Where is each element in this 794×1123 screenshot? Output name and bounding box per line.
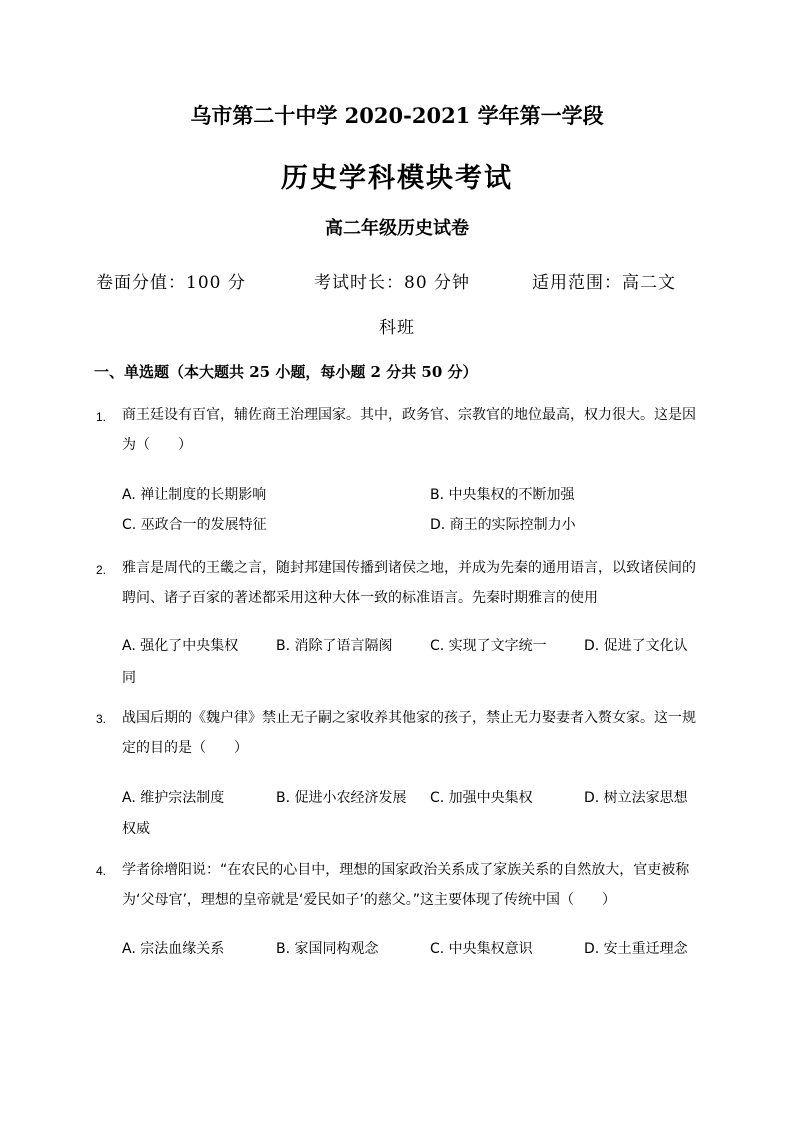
question-stem-line: 雅言是周代的王畿之言，随封邦建国传播到诸侯之地，并成为先秦的通用语言，以致诸侯间的 <box>122 560 696 576</box>
section-heading: 一、单选题（本大题共 25 小题，每小题 2 分共 50 分） <box>94 363 478 381</box>
option-d[interactable]: D. 商王的实际控制力小 <box>430 517 576 533</box>
question-stem-line: 聘问、诸子百家的著述都采用这种大体一致的标准语言。先秦时期雅言的使用 <box>122 590 598 606</box>
option-d[interactable]: D. 安土重迁理念 <box>584 941 688 957</box>
exam-title: 历史学科模块考试 <box>281 163 513 194</box>
duration-info: 考试时长：80 分钟 <box>314 273 471 293</box>
question-stem-line: 战国后期的《魏户律》禁止无子嗣之家收养其他家的孩子，禁止无力娶妻者入赘女家。这一规 <box>122 710 696 726</box>
question-stem-line: 商王廷设有百官，辅佐商王治理国家。其中，政务官、宗教官的地位最高，权力很大。这是因 <box>122 407 696 423</box>
option-c[interactable]: C. 加强中央集权 <box>430 790 533 806</box>
option-d[interactable]: D. 促进了文化认 <box>584 638 688 654</box>
option-a[interactable]: A. 禅让制度的长期影响 <box>122 487 267 503</box>
question-stem <box>122 553 702 613</box>
option-b[interactable]: B. 家国同构观念 <box>276 941 379 957</box>
option-b[interactable]: B. 消除了语言隔阂 <box>276 638 393 654</box>
option-a[interactable]: A. 宗法血缘关系 <box>122 941 225 957</box>
option-b[interactable]: B. 促进小农经济发展 <box>276 790 407 806</box>
question-stem <box>122 400 702 460</box>
option-d-continued: 权威 <box>122 821 150 837</box>
question-stem-line: 为（ ） <box>122 437 192 453</box>
score-info: 卷面分值：100 分 <box>96 273 246 293</box>
question-stem-line: 为‘父母官’，理想的皇帝就是‘爱民如子’的慈父。”这主要体现了传统中国（ ） <box>122 892 617 908</box>
scope-info-continued: 科班 <box>379 318 415 338</box>
scope-info: 适用范围：高二文 <box>532 273 676 293</box>
option-d-continued: 同 <box>122 670 136 686</box>
question-number: 2. <box>96 563 107 577</box>
option-d[interactable]: D. 树立法家思想 <box>584 790 688 806</box>
option-c[interactable]: C. 中央集权意识 <box>430 941 533 957</box>
question-number: 3. <box>96 712 107 726</box>
option-c[interactable]: C. 实现了文字统一 <box>430 638 547 654</box>
option-c[interactable]: C. 巫政合一的发展特征 <box>122 517 267 533</box>
option-a[interactable]: A. 强化了中央集权 <box>122 638 239 654</box>
question-stem-line: 定的目的是（ ） <box>122 740 248 756</box>
option-a[interactable]: A. 维护宗法制度 <box>122 790 225 806</box>
question-stem-line: 学者徐增阳说：“在农民的心目中，理想的国家政治关系成了家族关系的自然放大，官吏被称 <box>122 862 690 878</box>
question-number: 1. <box>96 410 107 424</box>
school-title: 乌市第二十中学 2020-2021 学年第一学段 <box>190 103 604 128</box>
option-b[interactable]: B. 中央集权的不断加强 <box>430 487 575 503</box>
question-number: 4. <box>96 864 107 878</box>
question-stem <box>122 855 702 915</box>
paper-title: 高二年级历史试卷 <box>325 218 469 239</box>
question-stem <box>122 703 702 763</box>
